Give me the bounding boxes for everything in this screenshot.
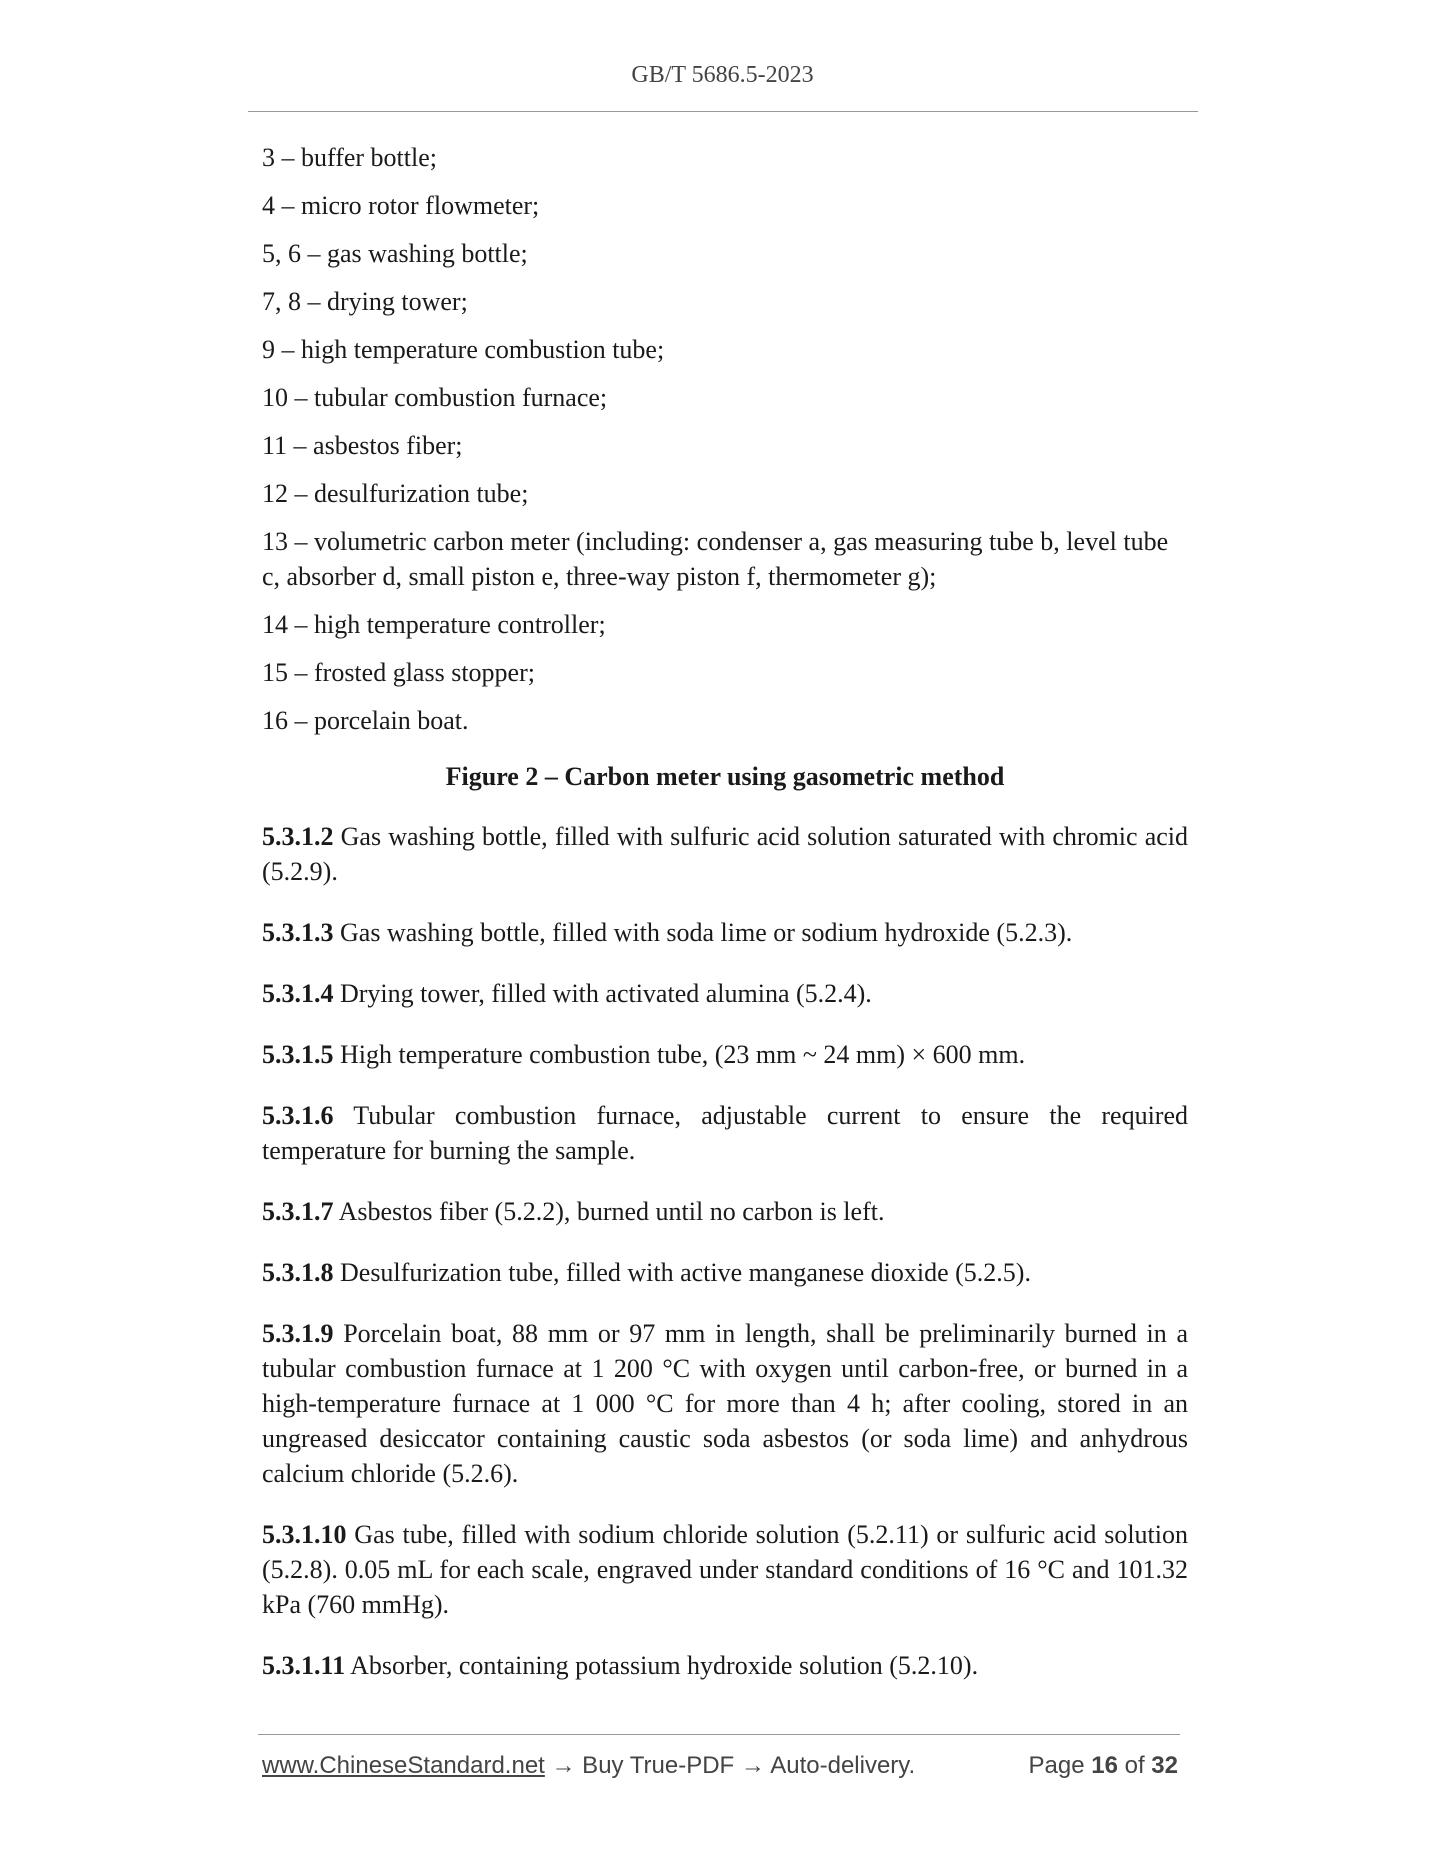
clause-text: Asbestos fiber (5.2.2), burned until no carbon is left. xyxy=(333,1197,885,1226)
clause-number: 5.3.1.2 xyxy=(262,822,334,851)
clause-number: 5.3.1.5 xyxy=(262,1040,334,1069)
legend-item: 4 – micro rotor flowmeter; xyxy=(262,191,540,220)
page-footer xyxy=(262,1752,1178,1786)
clause-5-3-1-7 xyxy=(262,1194,1188,1229)
clause-text: High temperature combustion tube, (23 mm ~ 24 mm) × 600 mm. xyxy=(333,1040,1026,1069)
legend-item: 10 – tubular combustion furnace; xyxy=(262,383,608,412)
clause-5-3-1-5 xyxy=(262,1037,1188,1072)
of-label: of xyxy=(1124,1752,1145,1779)
legend-item: 14 – high temperature controller; xyxy=(262,610,606,639)
clause-5-3-1-3 xyxy=(262,915,1188,950)
figure-caption: Figure 2 – Carbon meter using gasometric method xyxy=(445,762,1005,791)
page-header: GB/T 5686.5-2023 xyxy=(631,62,814,88)
legend-item: 11 – asbestos fiber; xyxy=(262,431,463,460)
total-pages: 32 xyxy=(1151,1752,1178,1779)
page-indicator xyxy=(1029,1752,1179,1780)
legend-item: 7, 8 – drying tower; xyxy=(262,287,468,316)
footer-tagline: → Buy True-PDF → Auto-delivery. xyxy=(544,1752,916,1779)
clause-5-3-1-2 xyxy=(262,819,1188,889)
clause-number: 5.3.1.8 xyxy=(262,1258,334,1287)
clause-5-3-1-11 xyxy=(262,1648,1188,1683)
legend-item: 13 – volumetric carbon meter (including: condenser a, gas measuring tube b, level tube c, absorber d, small piston e, three-way piston f, thermometer g); xyxy=(262,527,1169,591)
clause-text: Gas washing bottle, filled with sulfuric acid solution saturated with chromic acid (5.2.9). xyxy=(262,822,1188,886)
clause-5-3-1-10 xyxy=(262,1517,1188,1622)
document-body xyxy=(262,140,1188,1709)
clause-number: 5.3.1.6 xyxy=(262,1101,334,1130)
website-link[interactable]: www.ChineseStandard.net xyxy=(262,1752,545,1779)
footer-divider xyxy=(258,1734,1180,1735)
legend-item: 5, 6 – gas washing bottle; xyxy=(262,239,528,268)
legend-item: 15 – frosted glass stopper; xyxy=(262,658,535,687)
legend-item: 16 – porcelain boat. xyxy=(262,706,469,735)
clause-text: Absorber, containing potassium hydroxide solution (5.2.10). xyxy=(345,1651,979,1680)
clause-5-3-1-9 xyxy=(262,1316,1188,1491)
page-label: Page xyxy=(1028,1752,1085,1779)
clause-text: Desulfurization tube, filled with active manganese dioxide (5.2.5). xyxy=(333,1258,1031,1287)
current-page: 16 xyxy=(1091,1752,1118,1779)
clause-number: 5.3.1.10 xyxy=(262,1520,347,1549)
legend-item: 3 – buffer bottle; xyxy=(262,143,437,172)
clause-text: Drying tower, filled with activated alumina (5.2.4). xyxy=(333,979,872,1008)
clause-5-3-1-8 xyxy=(262,1255,1188,1290)
clause-text: Gas tube, filled with sodium chloride solution (5.2.11) or sulfuric acid solution (5.2.8). 0.05 mL for each scale, engraved under standard conditions of 16 °C and 101.32 kPa (760 mmHg). xyxy=(262,1520,1188,1619)
clause-number: 5.3.1.9 xyxy=(262,1319,334,1348)
clause-text: Gas washing bottle, filled with soda lime or sodium hydroxide (5.2.3). xyxy=(333,918,1073,947)
clause-number: 5.3.1.7 xyxy=(262,1197,334,1226)
header-divider xyxy=(248,111,1198,112)
clause-number: 5.3.1.3 xyxy=(262,918,334,947)
legend-item: 9 – high temperature combustion tube; xyxy=(262,335,665,364)
clause-text: Tubular combustion furnace, adjustable current to ensure the required temperature for burning the sample. xyxy=(262,1101,1188,1165)
clause-text: Porcelain boat, 88 mm or 97 mm in length, shall be preliminarily burned in a tubular combustion furnace at 1 200 °C with oxygen until carbon-free, or burned in a high-temperature furnace at 1 000 °C for more than 4 h; after cooling, stored in an ungreased desiccator containing caustic soda asbestos (or soda lime) and anhydrous calcium chloride (5.2.6). xyxy=(262,1319,1188,1488)
legend-item: 12 – desulfurization tube; xyxy=(262,479,529,508)
clause-number: 5.3.1.11 xyxy=(262,1651,346,1680)
clause-number: 5.3.1.4 xyxy=(262,979,334,1008)
footer-promo xyxy=(262,1752,915,1780)
clause-5-3-1-4 xyxy=(262,976,1188,1011)
figure-legend xyxy=(262,140,1188,738)
clause-5-3-1-6 xyxy=(262,1098,1188,1168)
